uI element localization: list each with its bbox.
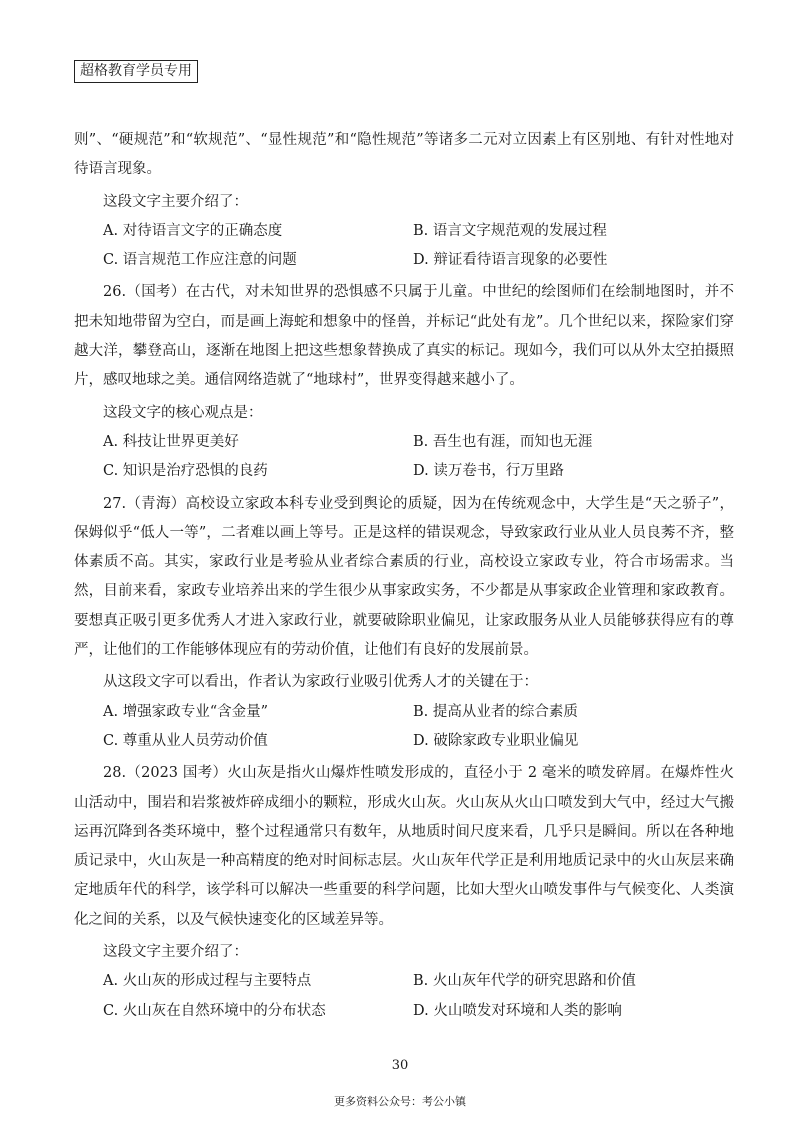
option-d[interactable]: D. 读万卷书，行万里路 — [413, 463, 564, 480]
option-c[interactable]: C. 尊重从业人员劳动价值 — [103, 732, 268, 749]
question-27-options — [74, 698, 734, 757]
continuation-text: 则”、“硬规范”和“软规范”、“显性规范”和“隐性规范”等诸多二元对立因素上有区别地、有针对性地对待语言现象。 — [74, 132, 734, 178]
option-b[interactable]: B. 吾生也有涯，而知也无涯 — [413, 433, 593, 450]
question-26-options — [74, 428, 734, 487]
continuation-prompt: 这段文字主要介绍了： — [103, 193, 248, 210]
option-d[interactable]: D. 火山喷发对环境和人类的影响 — [413, 1002, 622, 1019]
option-d[interactable]: D. 破除家政专业职业偏见 — [413, 732, 579, 749]
option-c[interactable]: C. 语言规范工作应注意的问题 — [103, 252, 297, 269]
option-a[interactable]: A. 对待语言文字的正确态度 — [103, 222, 283, 239]
footer-note: 更多资料公众号：考公小镇 — [334, 1095, 466, 1108]
continuation-options — [74, 217, 734, 276]
option-a[interactable]: A. 增强家政专业“含金量” — [103, 703, 269, 720]
option-c[interactable]: C. 知识是治疗恐惧的良药 — [103, 463, 268, 480]
question-28-text: 28.（2023 国考）火山灰是指火山爆炸性喷发形成的，直径小于 2 毫米的喷发碎屑。在爆炸性火山活动中，围岩和岩浆被炸碎成细小的颗粒，形成火山灰。火山灰从火山口喷发到大气中，经过大气搬运再沉降到各类环境中，整个过程通常只有数年，从地质时间尺度来看，几乎只是瞬间。所以在各种地质记录中，火山灰是一种高精度的绝对时间标志层。火山灰年代学正是利用地质记录中的火山灰层来确定地质年代的科学，该学科可以解决一些重要的科学问题，比如大型火山喷发事件与气候变化、人类演化之间的关系，以及气候快速变化的区域差异等。 — [74, 765, 734, 928]
option-b[interactable]: B. 火山灰年代学的研究思路和价值 — [413, 973, 636, 990]
option-d[interactable]: D. 辩证看待语言现象的必要性 — [413, 252, 608, 269]
question-27-prompt: 从这段文字可以看出，作者认为家政行业吸引优秀人才的关键在于： — [103, 674, 538, 691]
question-28-prompt: 这段文字主要介绍了： — [103, 944, 248, 961]
page-number: 30 — [391, 1058, 409, 1073]
option-a[interactable]: A. 火山灰的形成过程与主要特点 — [103, 973, 312, 990]
header-label: 超格教育学员专用 — [74, 60, 198, 83]
page-content — [74, 126, 734, 1029]
question-28-options — [74, 967, 734, 1026]
question-26-text: 26.（国考）在古代，对未知世界的恐惧感不只属于儿童。中世纪的绘图师们在绘制地图时，并不把未知地带留为空白，而是画上海蛇和想象中的怪兽，并标记“此处有龙”。几个世纪以来，探险家们穿越大洋，攀登高山，逐渐在地图上把这些想象替换成了真实的标记。现如今，我们可以从外太空拍摄照片，感叹地球之美。通信网络造就了“地球村”，世界变得越来越小了。 — [74, 284, 734, 389]
option-b[interactable]: B. 语言文字规范观的发展过程 — [413, 222, 607, 239]
option-c[interactable]: C. 火山灰在自然环境中的分布状态 — [103, 1002, 326, 1019]
question-26-prompt: 这段文字的核心观点是： — [103, 404, 263, 421]
question-27-text: 27.（青海）高校设立家政本科专业受到舆论的质疑，因为在传统观念中，大学生是“天之骄子”，保姆似乎“低人一等”，二者难以画上等号。正是这样的错误观念，导致家政行业从业人员良莠不齐，整体素质不高。其实，家政行业是考验从业者综合素质的行业，高校设立家政专业，符合市场需求。当然，目前来看，家政专业培养出来的学生很少从事家政实务，不少都是从事家政企业管理和家政教育。要想真正吸引更多优秀人才进入家政行业，就要破除职业偏见，让家政服务从业人员能够获得应有的尊严，让他们的工作能够体现应有的劳动价值，让他们有良好的发展前景。 — [74, 495, 734, 659]
option-a[interactable]: A. 科技让世界更美好 — [103, 433, 239, 450]
option-b[interactable]: B. 提高从业者的综合素质 — [413, 703, 578, 720]
